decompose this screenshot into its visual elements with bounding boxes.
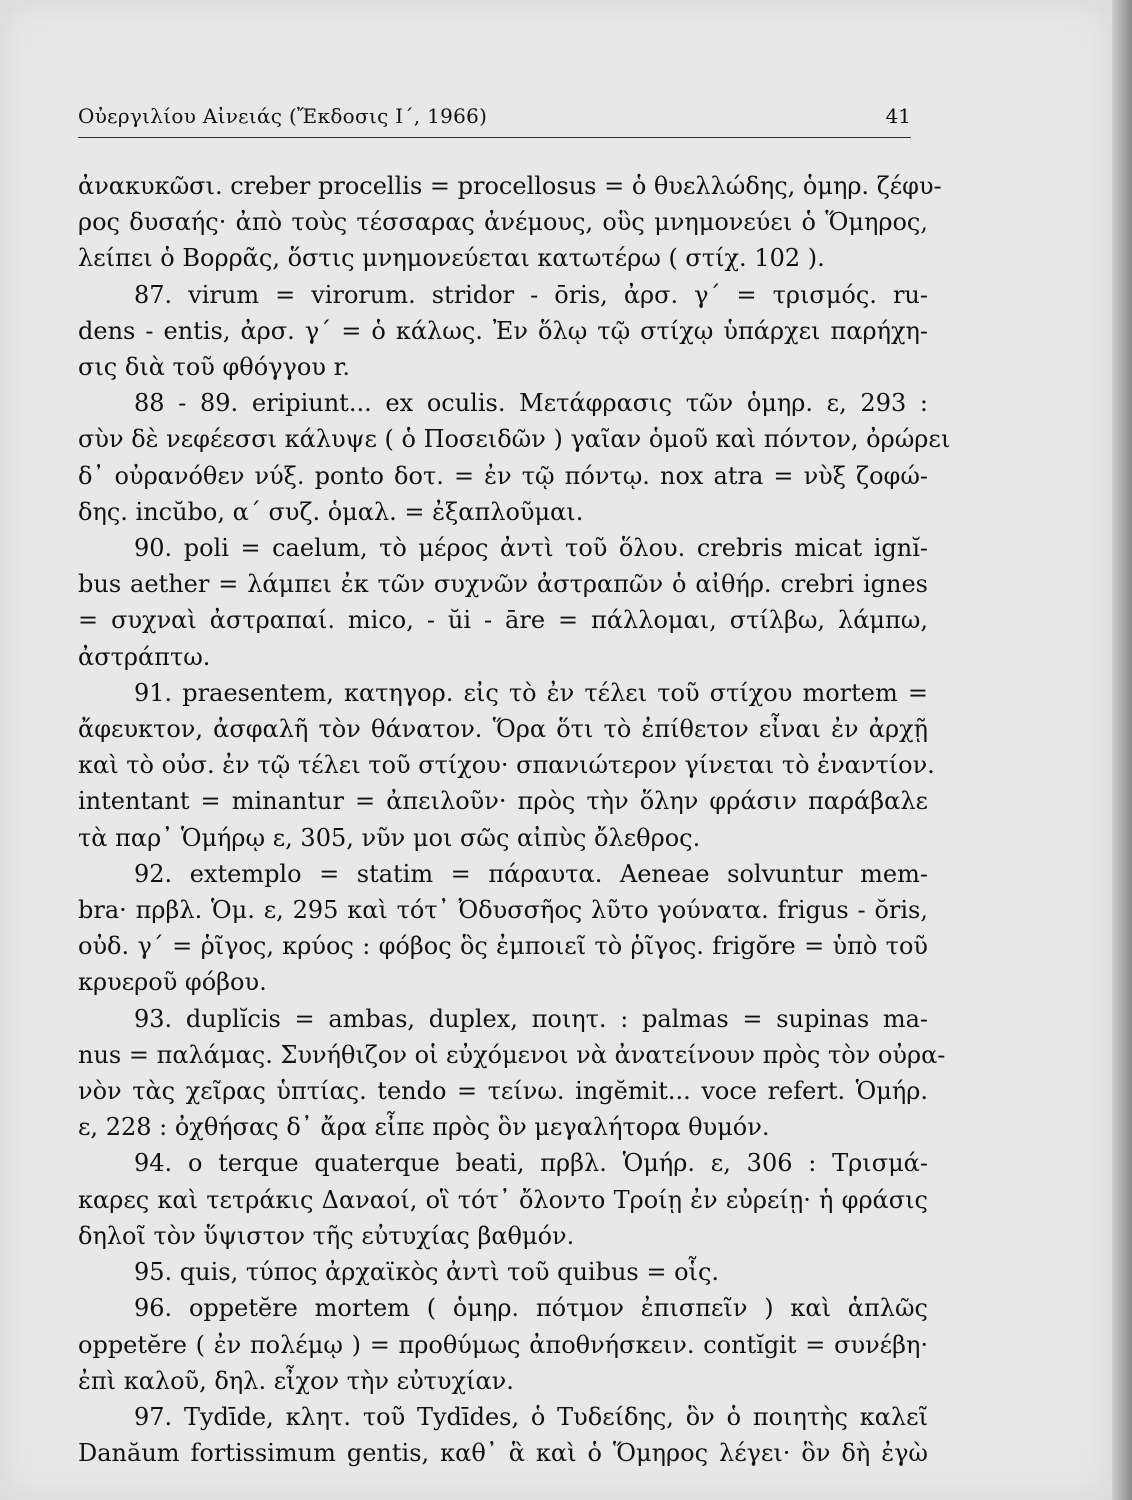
- text-line: οὐδ. γ΄ = ῥῖγος, κρύος : φόβος ὃς ἐμποιεῖ τὸ ῥῖγος. frigŏre = ὑπὸ τοῦ: [78, 932, 928, 961]
- text-line: Danăum fortissimum gentis, καθ᾽ ἃ καὶ ὁ Ὅμηρος λέγει· ὃν δὴ ἐγὼ: [78, 1439, 928, 1468]
- text-line: λείπει ὁ Βορρᾶς, ὅστις μνημονεύεται κατωτέρω ( στίχ. 102 ).: [78, 244, 825, 273]
- text-line: 95. quis, τύπος ἀρχαϊκὸς ἀντὶ τοῦ quibus = οἷς.: [134, 1258, 720, 1287]
- header-title: Οὐεργιλίου Αἰνειάς (Ἔκδοσις Ι΄, 1966): [78, 104, 488, 128]
- text-line: 96. oppetĕre mortem ( ὁμηρ. πότμον ἐπισπεῖν ) καὶ ἁπλῶς: [134, 1294, 928, 1323]
- text-line: = συχναὶ ἀστραπαί. mico, - ŭi - āre = πάλλομαι, στίλβω, λάμπω,: [78, 606, 928, 635]
- text-line: καὶ τὸ οὐσ. ἐν τῷ τέλει τοῦ στίχου· σπανιώτερον γίνεται τὸ ἐναντίον.: [78, 751, 935, 780]
- text-line: 87. virum = virorum. stridor - ōris, ἀρσ. γ΄ = τρισμός. ru-: [134, 280, 928, 309]
- text-line: ἄφευκτον, ἀσφαλῆ τὸν θάνατον. Ὅρα ὅτι τὸ ἐπίθετον εἶναι ἐν ἀρχῇ: [78, 715, 928, 744]
- text-line: dens - entis, ἀρσ. γ΄ = ὁ κάλως. Ἐν ὅλῳ τῷ στίχῳ ὑπάρχει παρήχη-: [78, 316, 928, 345]
- text-line: ε, 228 : ὀχθήσας δ᾽ ἄρα εἶπε πρὸς ὃν μεγαλήτορα θυμόν.: [78, 1113, 770, 1142]
- text-line: ρος δυσαής· ἀπὸ τοὺς τέσσαρας ἀνέμους, οὓς μνημονεύει ὁ Ὅμηρος,: [78, 208, 928, 237]
- commentary-text: [78, 168, 951, 1471]
- text-line: 94. o terque quaterque beati, πρβλ. Ὁμήρ. ε, 306 : Τρισμά-: [134, 1149, 928, 1178]
- text-line: σις διὰ τοῦ φθόγγου r.: [78, 353, 351, 382]
- text-line: 97. Tydīde, κλητ. τοῦ Tydīdes, ὁ Τυδείδης, ὃν ὁ ποιητὴς καλεῖ: [134, 1402, 928, 1431]
- header-rule: [78, 137, 911, 138]
- text-line: nus = παλάμας. Συνήθιζον οἱ εὐχόμενοι νὰ ἀνατείνουν πρὸς τὸν οὐρα-: [78, 1040, 946, 1069]
- page-edge: [1112, 0, 1132, 1500]
- text-line: 88 - 89. eripiunt... ex oculis. Μετάφρασις τῶν ὁμηρ. ε, 293 :: [134, 389, 928, 418]
- text-line: oppetĕre ( ἐν πολέμῳ ) = προθύμως ἀποθνήσκειν. contĭgit = συνέβη·: [78, 1330, 928, 1359]
- text-line: κρυεροῦ φόβου.: [78, 968, 267, 997]
- text-line: 92. extemplo = statim = πάραυτα. Aeneae solvuntur mem-: [134, 859, 928, 888]
- text-line: σὺν δὲ νεφέεσσι κάλυψε ( ὁ Ποσειδῶν ) γαῖαν ὁμοῦ καὶ πόντον, ὀρώρει: [78, 425, 951, 454]
- text-line: νὸν τὰς χεῖρας ὑπτίας. tendo = τείνω. ingĕmit... voce refert. Ὁμήρ.: [78, 1077, 928, 1106]
- page-number: 41: [885, 104, 911, 128]
- text-line: δ᾽ οὐρανόθεν νύξ. ponto δοτ. = ἐν τῷ πόντῳ. nox atra = νὺξ ζοφώ-: [78, 461, 928, 490]
- text-line: 91. praesentem, κατηγορ. εἰς τὸ ἐν τέλει τοῦ στίχου mortem =: [134, 678, 928, 707]
- text-line: ἀνακυκῶσι. creber procellis = procellosus = ὁ θυελλώδης, ὁμηρ. ζέφυ-: [78, 172, 942, 200]
- text-line: bus aether = λάμπει ἐκ τῶν συχνῶν ἀστραπῶν ὁ αἰθήρ. crebri ignes: [78, 570, 928, 599]
- text-line: 93. duplĭcis = ambas, duplex, ποιητ. : palmas = supinas ma-: [134, 1004, 928, 1033]
- text-line: καρες καὶ τετράκις Δαναοί, οἳ τότ᾽ ὄλοντο Τροίῃ ἐν εὐρείῃ· ἡ φράσις: [78, 1185, 928, 1214]
- running-header: [78, 104, 911, 136]
- text-line: ἐπὶ καλοῦ, δηλ. εἶχον τὴν εὐτυχίαν.: [78, 1366, 514, 1395]
- text-line: δης. incŭbo, α΄ συζ. ὁμαλ. = ἐξαπλοῦμαι.: [78, 497, 584, 526]
- text-line: bra· πρβλ. Ὁμ. ε, 295 καὶ τότ᾽ Ὀδυσσῆος λῦτο γούνατα. frigus - ŏris,: [78, 896, 928, 925]
- text-line: 90. poli = caelum, τὸ μέρος ἀντὶ τοῦ ὅλου. crebris micat ignĭ-: [134, 534, 928, 563]
- text-line: ἀστράπτω.: [78, 642, 211, 671]
- text-line: intentant = minantur = ἀπειλοῦν· πρὸς τὴν ὅλην φράσιν παράβαλε: [78, 787, 928, 816]
- text-line: δηλοῖ τὸν ὕψιστον τῆς εὐτυχίας βαθμόν.: [78, 1221, 575, 1250]
- text-line: τὰ παρ᾽ Ὁμήρῳ ε, 305, νῦν μοι σῶς αἰπὺς ὄλεθρος.: [78, 823, 701, 852]
